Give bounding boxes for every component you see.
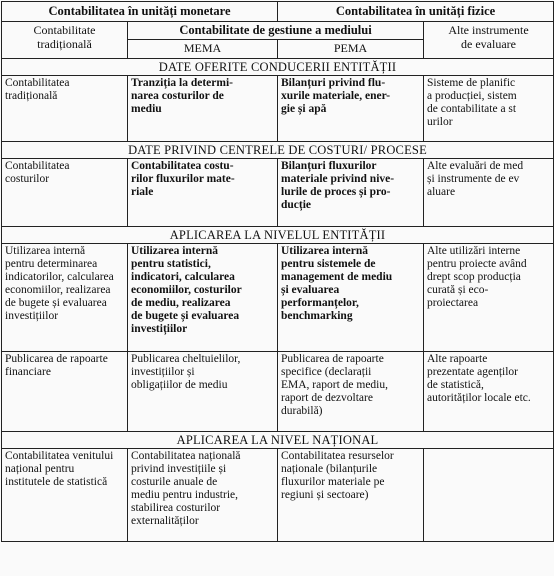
section-title: APLICAREA LA NIVELUL ENTITĂȚII <box>2 227 554 244</box>
header-physical: Contabilitatea în unități fizice <box>278 2 554 22</box>
environmental-accounting-table <box>1 1 554 542</box>
cell-traditional: Contabilitatea venitului național pentru institutele de statistică <box>2 449 128 542</box>
header-monetary: Contabilitatea în unități monetare <box>2 2 278 22</box>
cell-traditional: Utilizarea internă pentru determinarea indicatorilor, calcularea economiilor, realizarea de bugete și evaluarea investițiilor <box>2 244 128 352</box>
section-title-row <box>2 227 554 244</box>
table-row <box>2 449 554 542</box>
cell-pema: Bilanțuri privind flu- xurile materiale, ener- gie și apă <box>278 76 424 142</box>
header-mema: MEMA <box>128 40 278 59</box>
cell-other <box>424 449 554 542</box>
cell-pema: Bilanțuri fluxurilor materiale privind nive- lurile de proces și pro- ducție <box>278 159 424 227</box>
table-row <box>2 76 554 142</box>
header-other: Alte instrumente de evaluare <box>424 22 554 59</box>
table-row <box>2 159 554 227</box>
section-title: APLICAREA LA NIVEL NAȚIONAL <box>2 432 554 449</box>
section-title-row <box>2 59 554 76</box>
header-traditional: Contabilitate tradițională <box>2 22 128 59</box>
cell-other: Alte utilizări interne pentru proiecte având drept scop producția curată și eco- proiectarea <box>424 244 554 352</box>
cell-mema: Utilizarea internă pentru statistici, indicatori, calcularea economiilor, costurilor de mediu, realizarea de bugete și evaluarea investițiilor <box>128 244 278 352</box>
header-row-1 <box>2 2 554 22</box>
cell-pema: Utilizarea internă pentru sistemele de management de mediu și evaluarea performanțelor, benchmarking <box>278 244 424 352</box>
cell-traditional: Contabilitatea costurilor <box>2 159 128 227</box>
cell-traditional: Contabilitatea tradițională <box>2 76 128 142</box>
cell-other: Alte evaluări de med și instrumente de ev aluare <box>424 159 554 227</box>
cell-other: Sisteme de planific a producției, sistem de contabilitate a st urilor <box>424 76 554 142</box>
section-title: DATE OFERITE CONDUCERII ENTITĂȚII <box>2 59 554 76</box>
header-env-mgmt: Contabilitate de gestiune a mediului <box>128 22 424 40</box>
cell-mema: Contabilitatea națională privind investițiile și costurile anuale de mediu pentru industrie, stabilirea costurilor externalităților <box>128 449 278 542</box>
cell-pema: Publicarea de rapoarte specifice (declarații EMA, raport de mediu, raport de dezvoltare durabilă) <box>278 352 424 432</box>
cell-pema: Contabilitatea resurselor naționale (bilanțurile fluxurilor materiale pe regiuni și sectoare) <box>278 449 424 542</box>
header-pema: PEMA <box>278 40 424 59</box>
cell-other: Alte rapoarte prezentate agenților de statistică, autorităților locale etc. <box>424 352 554 432</box>
cell-mema: Contabilitatea costu- rilor fluxurilor mate- riale <box>128 159 278 227</box>
cell-mema: Publicarea cheltuielilor, investițiilor și obligațiilor de mediu <box>128 352 278 432</box>
header-row-2 <box>2 22 554 40</box>
section-title: DATE PRIVIND CENTRELE DE COSTURI/ PROCESE <box>2 142 554 159</box>
cell-mema: Tranziția la determi- narea costurilor de mediu <box>128 76 278 142</box>
cell-traditional: Publicarea de rapoarte financiare <box>2 352 128 432</box>
table-row <box>2 244 554 352</box>
table-row <box>2 352 554 432</box>
section-title-row <box>2 142 554 159</box>
section-title-row <box>2 432 554 449</box>
